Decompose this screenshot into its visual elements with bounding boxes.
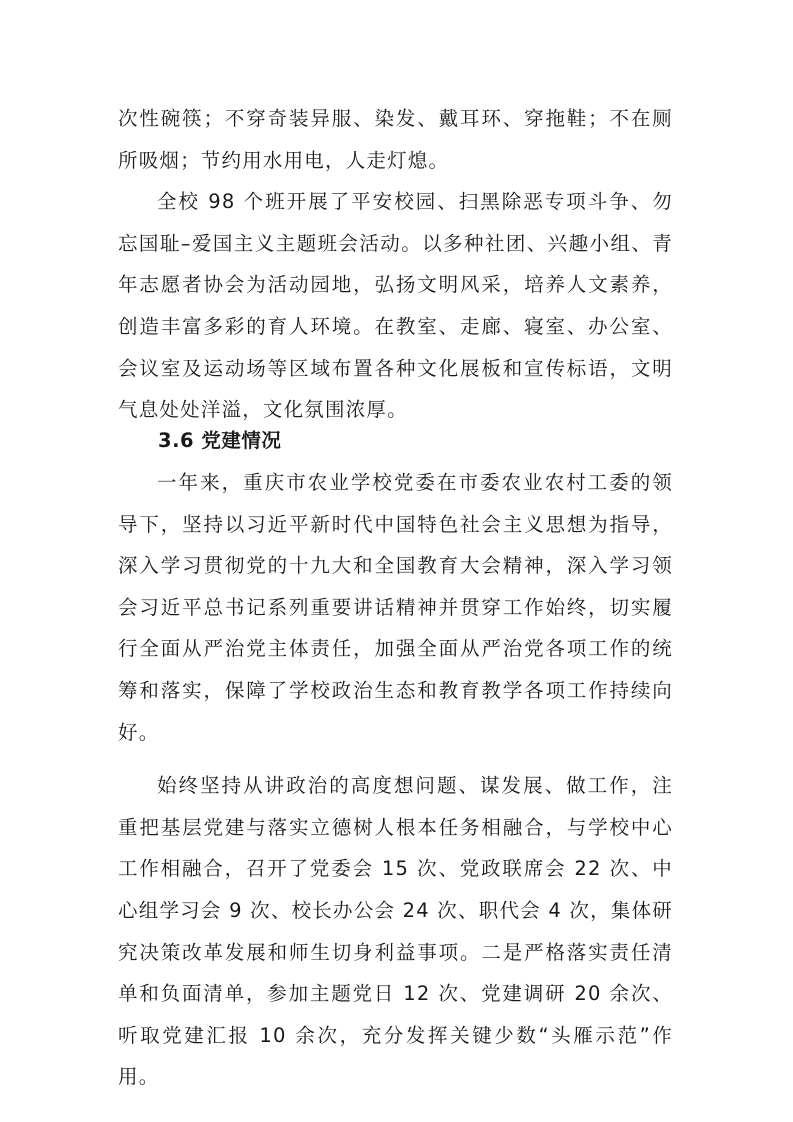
body-text-bottom — [118, 462, 673, 1098]
paragraph-party-leadership: 一年来，重庆市农业学校党委在市委农业农村工委的领导下，坚持以习近平新时代中国特色社会主义思想为指导，深入学习贯彻党的十九大和全国教育大会精神，深入学习领会习近平总书记系列重要讲话精神并贯穿工作始终，切实履行全面从严治党主体责任，加强全面从严治党各项工作的统筹和落实，保障了学校政治生态和教育教学各项工作持续向好。 — [118, 471, 673, 744]
section-heading: 3.6 党建情况 — [158, 429, 282, 452]
paragraph-class-activities: 全校 98 个班开展了平安校园、扫黑除恶专项斗争、勿忘国耻–爱国主义主题班会活动。以多种社团、兴趣小组、青年志愿者协会为活动园地，弘扬文明风采，培养人文素养，创造丰富多彩的育人环境。在教室、走廊、寝室、办公室、会议室及运动场等区域布置各种文化展板和宣传标语，文明气息处处洋溢，文化氛围浓厚。 — [118, 190, 673, 422]
body-text-top — [118, 98, 673, 431]
paragraph-continuation: 次性碗筷；不穿奇装异服、染发、戴耳环、穿拖鞋；不在厕所吸烟；节约用水用电，人走灯熄。 — [118, 107, 673, 172]
paragraph-party-work: 始终坚持从讲政治的高度想问题、谋发展、做工作，注重把基层党建与落实立德树人根本任务相融合，与学校中心工作相融合，召开了党委会 15 次、党政联席会 22 次、中心组学习会 9 次、校长办公会 24 次、职代会 4 次，集体研究决策改革发展和师生切身利益事项。二是严格落实责任清单和负面清单，参加主题党日 12 次、党建调研 20 余次、听取党建汇报 10 余次，充分发挥关键少数“头雁示范”作用。 — [118, 774, 673, 1089]
